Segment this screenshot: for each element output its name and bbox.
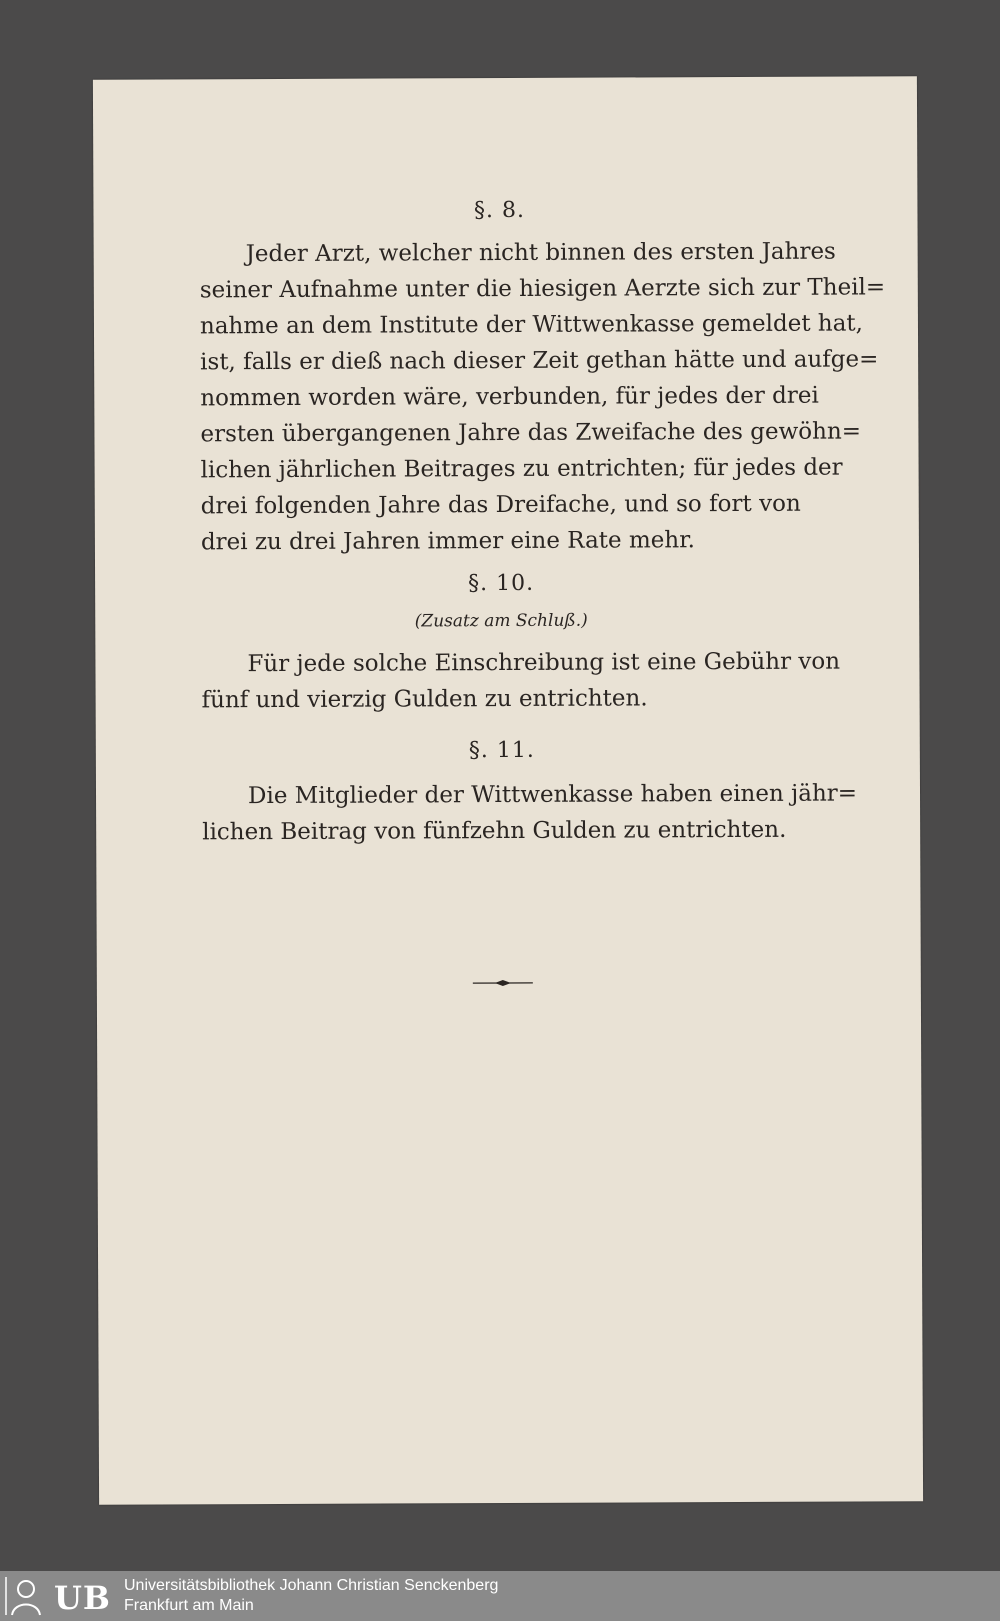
paragraph-line: fünf und vierzig Gulden zu entrichten. xyxy=(201,685,648,714)
paragraph-line: ersten übergangenen Jahre das Zweifache des gewöhn= xyxy=(200,418,862,448)
document-page xyxy=(93,76,923,1505)
section-11-paragraph xyxy=(202,776,858,851)
paragraph-line: drei folgenden Jahre das Dreifache, und so fort von xyxy=(200,490,801,520)
bust-portrait-icon xyxy=(4,1575,48,1617)
paragraph-line: lichen jährlichen Beitrages zu entrichten; für jedes der xyxy=(200,454,843,484)
paragraph-line: nahme an dem Institute der Wittwenkasse gemeldet hat, xyxy=(199,310,863,340)
section-10-subheading: (Zusatz am Schluß.) xyxy=(414,610,588,632)
paragraph-line: Die Mitglieder der Wittwenkasse haben einen jähr= xyxy=(247,780,858,810)
library-name xyxy=(124,1576,498,1616)
library-name-line2: Frankfurt am Main xyxy=(124,1597,254,1614)
section-8-heading: §. 8. xyxy=(473,197,526,224)
paragraph-line: Für jede solche Einschreibung ist eine Gebühr von xyxy=(247,648,841,678)
section-8-paragraph xyxy=(199,234,886,561)
library-name-line1: Universitätsbibliothek Johann Christian Senckenberg xyxy=(124,1577,499,1594)
paragraph-line: drei zu drei Jahren immer eine Rate mehr. xyxy=(200,527,696,556)
ornament-divider-icon xyxy=(473,978,533,988)
paragraph-line: seiner Aufnahme unter die hiesigen Aerzte sich zur Theil= xyxy=(199,274,886,304)
section-11-heading: §. 11. xyxy=(468,737,535,764)
paragraph-line: ist, falls er dieß nach dieser Zeit gethan hätte und aufge= xyxy=(200,346,879,376)
paragraph-line: lichen Beitrag von fünfzehn Gulden zu entrichten. xyxy=(202,816,787,846)
text-block xyxy=(199,77,886,846)
library-footer-bar xyxy=(0,1571,1000,1621)
paragraph-line: nommen worden wäre, verbunden, für jedes der drei xyxy=(200,382,819,412)
paragraph-line: Jeder Arzt, welcher nicht binnen des ersten Jahres xyxy=(245,238,836,268)
section-10-heading: §. 10. xyxy=(468,570,535,597)
library-logo xyxy=(4,1575,114,1617)
section-10-paragraph xyxy=(201,644,841,719)
logo-ub-text: UB xyxy=(54,1579,111,1617)
